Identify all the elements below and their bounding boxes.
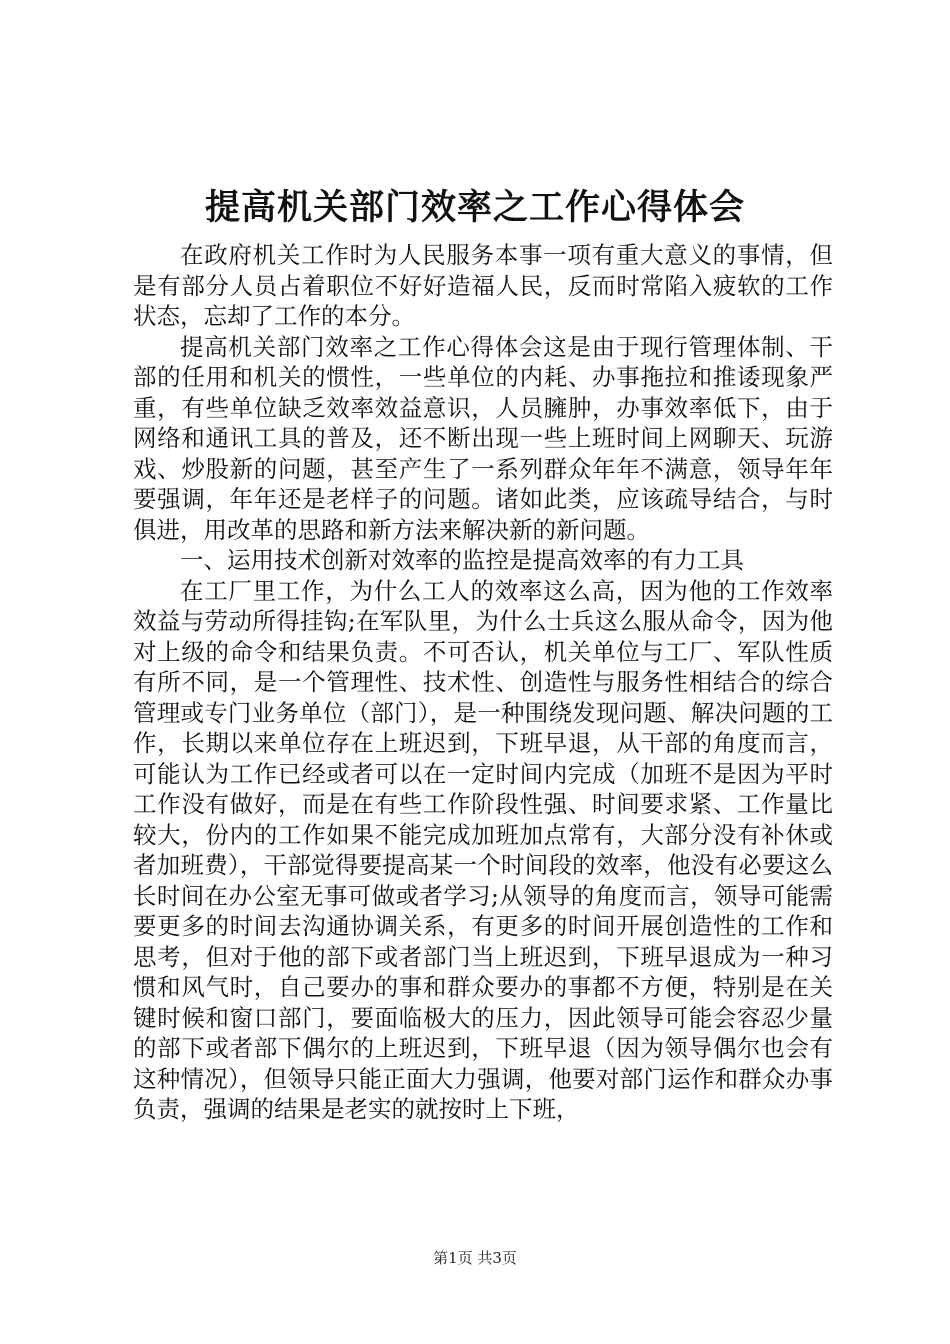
document-body — [133, 240, 833, 1125]
paragraph-1: 在政府机关工作时为人民服务本事一项有重大意义的事情，但是有部分人员占着职位不好好造福人民，反而时常陷入疲软的工作状态，忘却了工作的本分。 — [133, 241, 833, 330]
page-title: 提高机关部门效率之工作心得体会 — [204, 187, 745, 228]
page-footer: 第1页 共3页 — [433, 1249, 517, 1267]
paragraph-3: 在工厂里工作，为什么工人的效率这么高，因为他的工作效率效益与劳动所得挂钩;在军队里，为什么士兵这么服从命令，因为他对上级的命令和结果负责。不可否认，机关单位与工厂、军队性质有所不同，是一个管理性、技术性、创造性与服务性相结合的综合管理或专门业务单位（部门），是一种围绕发现问题、解决问题的工作，长期以来单位存在上班迟到，下班早退，从干部的角度而言，可能认为工作已经或者可以在一定时间内完成（加班不是因为平时工作没有做好，而是在有些工作阶段性强、时间要求紧、工作量比较大，份内的工作如果不能完成加班加点常有，大部分没有补休或者加班费），干部觉得要提高某一个时间段的效率，他没有必要这么长时间在办公室无事可做或者学习;从领导的角度而言，领导可能需要更多的时间去沟通协调关系，有更多的时间开展创造性的工作和思考，但对于他的部下或者部门当上班迟到，下班早退成为一种习惯和风气时，自己要办的事和群众要办的事都不方便，特别是在关键时候和窗口部门，要面临极大的压力，因此领导可能会容忍少量的部下或者部下偶尔的上班迟到，下班早退（因为领导偶尔也会有这种情况），但领导只能正面大力强调，他要对部门运作和群众办事负责，强调的结果是老实的就按时上下班， — [133, 576, 833, 1123]
paragraph-2: 提高机关部门效率之工作心得体会这是由于现行管理体制、干部的任用和机关的惯性，一些单位的内耗、办事拖拉和推诿现象严重，有些单位缺乏效率效益意识，人员臃肿，办事效率低下，由于网络和通讯工具的普及，还不断出现一些上班时间上网聊天、玩游戏、炒股新的问题，甚至产生了一系列群众年年不满意，领导年年要强调，年年还是老样子的问题。诸如此类，应该疏导结合，与时俱进，用改革的思路和新方法来解决新的新问题。 — [133, 332, 833, 544]
section-heading-1: 一、运用技术创新对效率的监控是提高效率的有力工具 — [180, 546, 744, 574]
